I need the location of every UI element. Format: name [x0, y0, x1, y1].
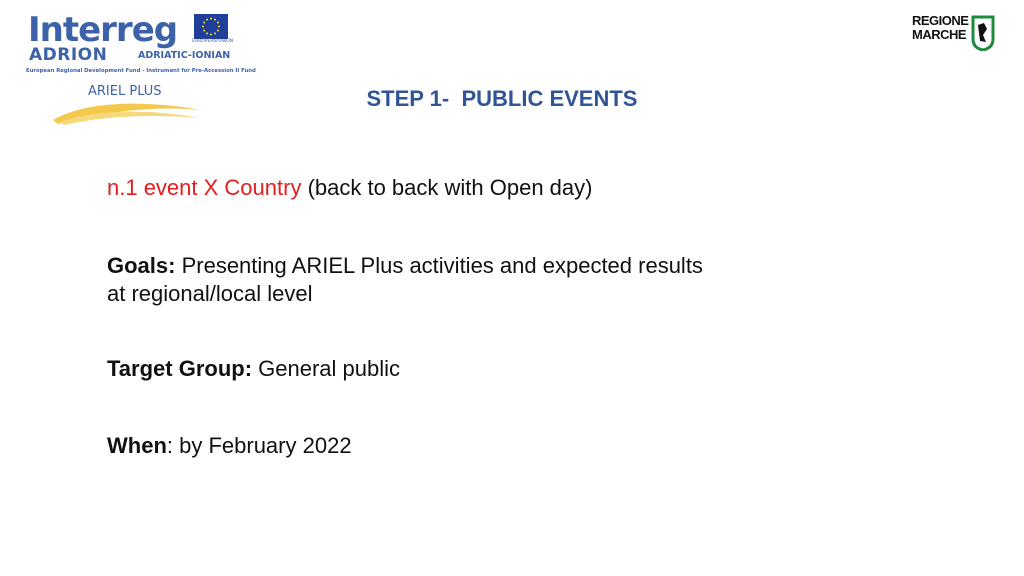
when-label: When	[107, 433, 167, 458]
adrion-wordmark: ADRION	[29, 45, 108, 65]
when-text: : by February 2022	[166, 433, 352, 458]
fund-line: European Regional Development Fund - Instrument for Pre-Accession II Fund	[26, 68, 256, 74]
when-line	[107, 432, 352, 460]
event-highlight: n.1 event X Country	[107, 175, 302, 200]
ariel-plus-wordmark: ARIEL PLUS	[88, 84, 162, 99]
regione-marche-logo	[912, 14, 1000, 54]
interreg-adrion-logo	[24, 10, 254, 76]
eu-caption: EUROPEAN UNION	[192, 39, 234, 44]
regione-line2: MARCHE	[912, 27, 967, 42]
goals-text-1: Presenting ARIEL Plus activities and expected results	[175, 253, 703, 278]
event-line	[107, 174, 592, 202]
regione-line1: REGIONE	[912, 13, 969, 28]
eu-flag-icon	[194, 14, 228, 39]
goals-line	[107, 252, 703, 280]
target-line	[107, 355, 400, 383]
event-rest: (back to back with Open day)	[301, 175, 593, 200]
target-text: General public	[252, 356, 401, 381]
goals-label: Goals:	[107, 253, 176, 278]
regione-shield-icon	[971, 15, 995, 51]
target-label: Target Group:	[107, 356, 253, 381]
goals-text-2: at regional/local level	[107, 281, 313, 306]
adriatic-ionian-label: ADRIATIC-IONIAN	[138, 50, 231, 61]
goals-line-2	[107, 280, 312, 308]
slide-title: STEP 1- PUBLIC EVENTS	[366, 86, 638, 111]
interreg-wordmark: Interreg	[28, 10, 178, 50]
